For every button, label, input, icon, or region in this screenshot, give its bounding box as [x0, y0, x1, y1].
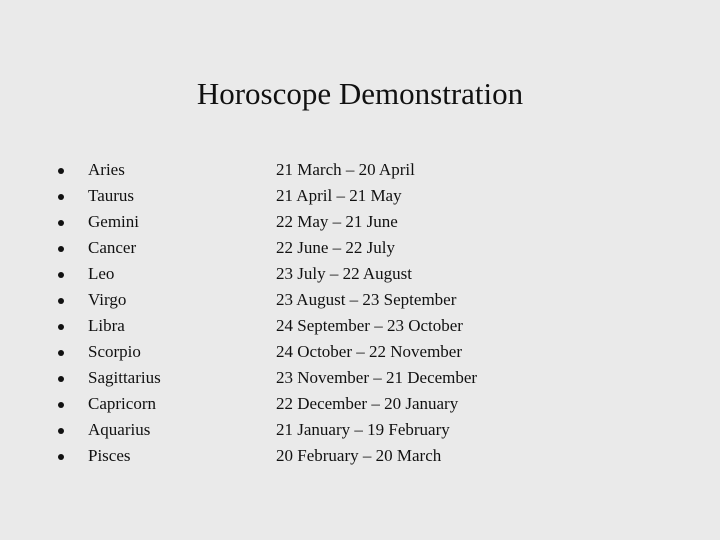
- date-range: 22 December – 20 January: [276, 394, 459, 413]
- bullet-icon: [58, 454, 64, 460]
- list-item: [58, 417, 161, 443]
- sign-name: Pisces: [88, 446, 131, 465]
- list-item: [58, 183, 161, 209]
- bullet-icon: [58, 298, 64, 304]
- date-range: 23 August – 23 September: [276, 290, 457, 309]
- sign-name: Leo: [88, 264, 115, 283]
- sign-name: Cancer: [88, 238, 137, 257]
- bullet-icon: [58, 428, 64, 434]
- date-range: 21 April – 21 May: [276, 186, 402, 205]
- date-range: 20 February – 20 March: [276, 446, 442, 465]
- list-item: [58, 157, 161, 183]
- bullet-icon: [58, 246, 64, 252]
- slide-title: Horoscope Demonstration: [196, 76, 524, 111]
- sign-name: Virgo: [88, 290, 127, 309]
- date-range: 21 January – 19 February: [276, 420, 450, 439]
- sign-name: Capricorn: [88, 394, 156, 413]
- sign-name: Aquarius: [88, 420, 151, 439]
- date-range: 21 March – 20 April: [276, 160, 415, 179]
- bullet-icon: [58, 350, 64, 356]
- zodiac-sign-list: [58, 157, 161, 469]
- date-range: 24 September – 23 October: [276, 316, 463, 335]
- sign-name: Aries: [88, 160, 125, 179]
- sign-name: Sagittarius: [88, 368, 161, 387]
- bullet-icon: [58, 272, 64, 278]
- sign-name: Libra: [88, 316, 125, 335]
- date-range: 22 May – 21 June: [276, 212, 398, 231]
- sign-name: Taurus: [88, 186, 135, 205]
- bullet-icon: [58, 168, 64, 174]
- bullet-icon: [58, 324, 64, 330]
- date-range: 23 July – 22 August: [276, 264, 413, 283]
- list-item: [58, 313, 161, 339]
- date-range: 24 October – 22 November: [276, 342, 463, 361]
- list-item: [58, 365, 161, 391]
- list-item: [58, 209, 161, 235]
- list-item: [58, 391, 161, 417]
- date-range: 22 June – 22 July: [276, 238, 395, 257]
- list-item: [58, 287, 161, 313]
- bullet-icon: [58, 402, 64, 408]
- bullet-icon: [58, 194, 64, 200]
- sign-name: Scorpio: [88, 342, 141, 361]
- list-item: [58, 339, 161, 365]
- list-item: [58, 443, 161, 469]
- list-item: [58, 261, 161, 287]
- list-item: [58, 235, 161, 261]
- date-range: 23 November – 21 December: [276, 368, 478, 387]
- bullet-icon: [58, 376, 64, 382]
- sign-name: Gemini: [88, 212, 139, 231]
- bullet-icon: [58, 220, 64, 226]
- date-range-list: [276, 157, 477, 469]
